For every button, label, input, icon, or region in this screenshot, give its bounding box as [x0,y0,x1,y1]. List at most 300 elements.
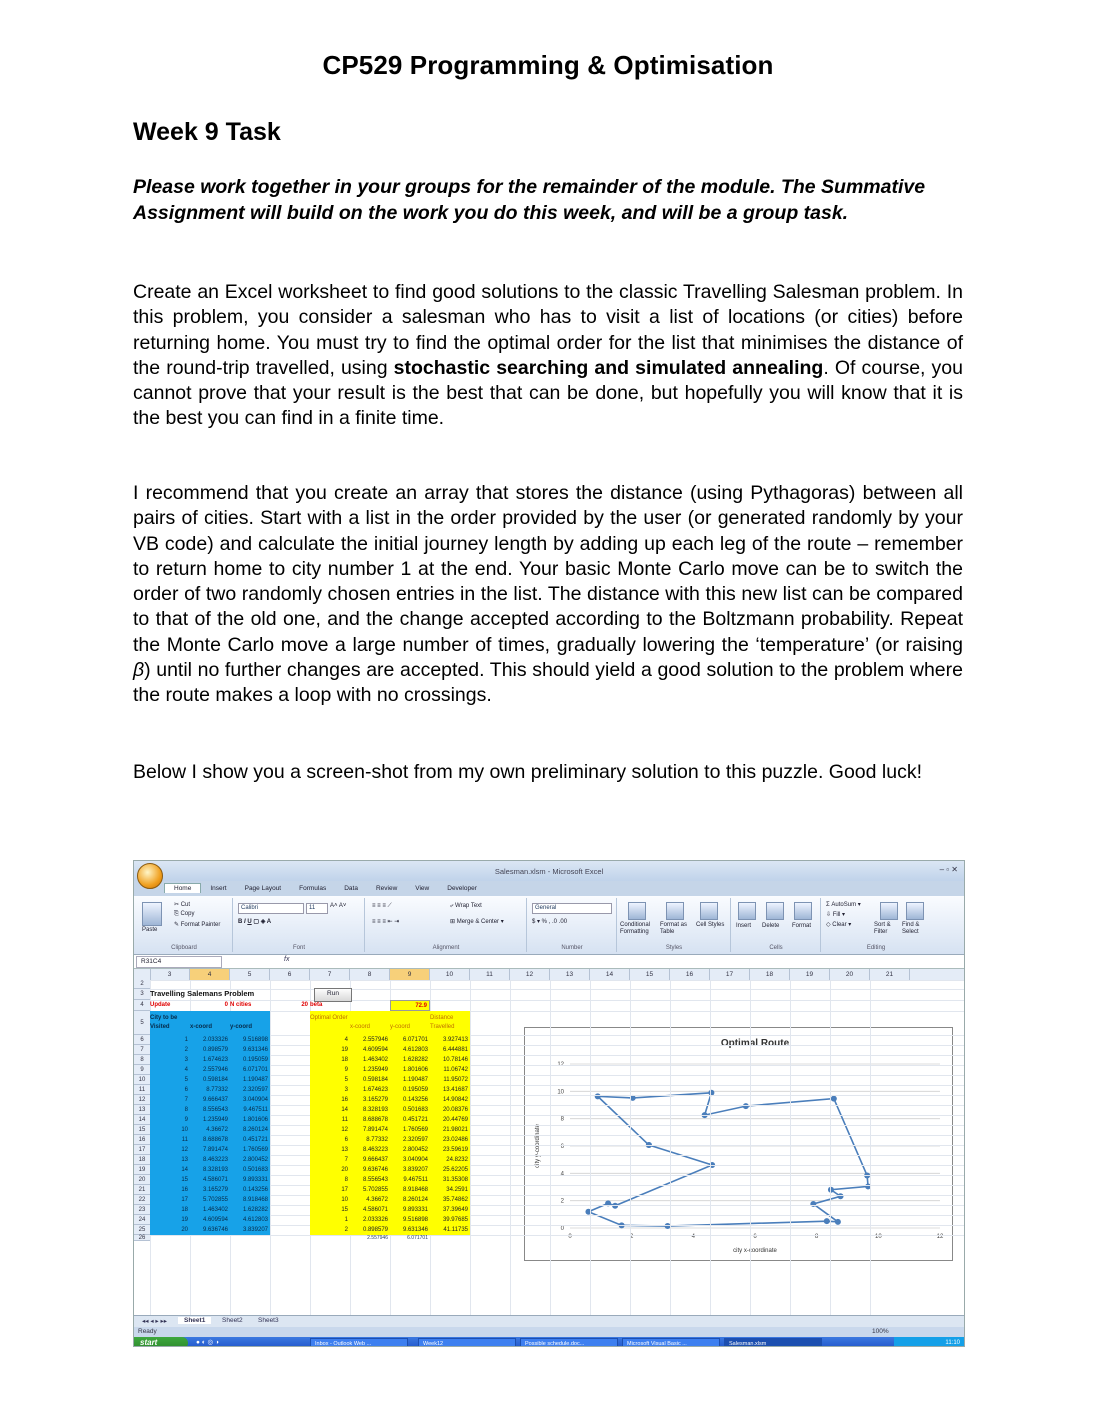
header-city[interactable]: City to be Visited [150,1011,190,1035]
insert-label[interactable]: Insert [736,923,752,929]
route-y[interactable]: 9.893331 [390,1205,430,1215]
y-tick-label: 8 [560,1116,564,1123]
city-x[interactable]: 5.702855 [190,1195,230,1205]
city-x[interactable]: 2.033326 [190,1035,230,1045]
route-return-y[interactable]: 6.071701 [407,1235,428,1241]
city-number[interactable]: 19 [150,1215,190,1225]
conditional-formatting-label[interactable]: Conditional Formatting [620,922,651,935]
city-y[interactable]: 0.451721 [230,1135,270,1145]
row-header[interactable]: 17 [134,1145,151,1155]
column-header[interactable]: 17 [710,969,750,980]
city-number[interactable]: 2 [150,1045,190,1055]
gridline [870,980,871,1315]
beta-symbol: β [133,659,145,682]
status-bar [134,1327,964,1337]
conditional-formatting-icon[interactable] [628,902,646,920]
route-order[interactable]: 5 [310,1075,350,1085]
route-order[interactable]: 11 [310,1115,350,1125]
update-label[interactable]: Update [150,1002,171,1008]
header-x-coord[interactable]: x-coord [190,1011,230,1035]
route-distance[interactable]: 10.78146 [430,1055,470,1065]
column-header[interactable]: 9 [390,969,430,980]
ribbon [134,896,964,955]
editing-label: Editing [866,945,886,951]
taskbar-item[interactable]: Week12 [418,1338,516,1347]
sheet-title[interactable]: Travelling Salemans Problem [150,989,255,998]
route-order[interactable]: 8 [310,1175,350,1185]
city-number[interactable]: 13 [150,1155,190,1165]
column-header[interactable]: 20 [830,969,870,980]
formula-bar [134,955,964,969]
route-y[interactable]: 3.839207 [390,1165,430,1175]
route-order[interactable]: 15 [310,1205,350,1215]
tab-home[interactable]: Home [164,883,201,893]
route-x[interactable]: 9.666437 [350,1155,390,1165]
city-number[interactable]: 15 [150,1175,190,1185]
beta-label[interactable]: beta [310,1002,323,1008]
cell-styles-icon[interactable] [700,902,718,920]
city-y[interactable]: 9.893331 [230,1175,270,1185]
column-header[interactable]: 12 [510,969,550,980]
update-value[interactable]: 0 [224,1002,228,1008]
ncities-label[interactable]: N cities [230,1002,252,1008]
route-distance[interactable]: 21.98021 [430,1125,470,1135]
office-button-icon[interactable] [137,863,163,889]
format-table-icon[interactable] [666,902,684,920]
route-distance[interactable]: 41.11735 [430,1225,470,1235]
city-y[interactable]: 1.760569 [230,1145,270,1155]
city-y[interactable]: 9.467511 [230,1105,270,1115]
gridline [150,1175,964,1176]
city-number[interactable]: 20 [150,1225,190,1235]
city-x[interactable]: 4.36672 [190,1125,230,1135]
header-optimal-order[interactable]: Optimal Order [310,1011,350,1035]
number-format-select[interactable]: General [532,903,612,914]
copy-button[interactable]: ⎘ Copy [174,911,195,917]
route-order[interactable]: 14 [310,1105,350,1115]
route-y[interactable]: 1.801606 [390,1065,430,1075]
route-x[interactable]: 1.674623 [350,1085,390,1095]
paragraph-3: Below I show you a screen-shot from my own preliminary solution to this puzzle. Good luck! [133,761,923,783]
city-y[interactable]: 6.071701 [230,1065,270,1075]
route-point [743,1103,749,1109]
bold-button[interactable]: B I U ▢ ◈ A [238,919,272,925]
route-distance[interactable]: 35.74862 [430,1195,470,1205]
route-x[interactable]: 3.165279 [350,1095,390,1105]
row-header[interactable]: 26 [134,1235,151,1241]
gridline [150,1225,964,1226]
route-y[interactable]: 0.451721 [390,1115,430,1125]
row-header[interactable]: 11 [134,1085,151,1095]
city-number[interactable]: 9 [150,1115,190,1125]
city-y[interactable]: 8.260124 [230,1125,270,1135]
route-y[interactable]: 1.628282 [390,1055,430,1065]
gridline [150,1165,964,1166]
route-order[interactable]: 17 [310,1185,350,1195]
city-x[interactable]: 8.688678 [190,1135,230,1145]
route-order[interactable]: 20 [310,1165,350,1175]
route-y[interactable]: 0.501683 [390,1105,430,1115]
route-order[interactable]: 16 [310,1095,350,1105]
font-label: Font [292,945,305,951]
tab-review[interactable]: Review [375,885,398,892]
city-number[interactable]: 12 [150,1145,190,1155]
zoom-level[interactable]: 100% [872,1328,889,1335]
status-text: Ready [138,1328,157,1335]
route-x[interactable]: 4.36672 [350,1195,390,1205]
route-y[interactable]: 9.516898 [390,1215,430,1225]
route-distance[interactable]: 34.2591 [430,1185,470,1195]
city-x[interactable]: 4.586071 [190,1175,230,1185]
column-header[interactable]: 11 [470,969,510,980]
route-x[interactable]: 0.598184 [350,1075,390,1085]
city-x[interactable]: 4.609594 [190,1215,230,1225]
font-size-select[interactable]: 11 [306,903,328,914]
taskbar-item[interactable]: Inbox - Outlook Web ... [310,1338,408,1347]
gridline [150,1185,964,1186]
route-x[interactable]: 7.891474 [350,1125,390,1135]
row-header[interactable]: 18 [134,1155,151,1165]
taskbar-clock: 11:10 [894,1337,964,1347]
city-x[interactable]: 3.165279 [190,1185,230,1195]
merge-center-button[interactable]: ⊞ Merge & Center ▾ [450,919,504,925]
gridline [590,980,591,1315]
route-distance[interactable]: 13.41687 [430,1085,470,1095]
header-route-y[interactable]: y-coord [390,1011,430,1035]
name-box[interactable]: R31C4 [136,956,222,968]
route-distance[interactable]: 11.95072 [430,1075,470,1085]
run-button[interactable]: Run [314,988,352,1002]
row-header[interactable]: 2 [134,980,151,989]
column-header[interactable]: 21 [870,969,910,980]
route-order[interactable]: 12 [310,1125,350,1135]
taskbar-item[interactable]: Possible schedule.doc... [520,1338,618,1347]
city-number[interactable]: 16 [150,1185,190,1195]
city-x[interactable]: 8.556543 [190,1105,230,1115]
route-y[interactable]: 6.071701 [390,1035,430,1045]
route-distance[interactable]: 3.927413 [430,1035,470,1045]
row-header[interactable]: 22 [134,1195,151,1205]
tab-page-layout[interactable]: Page Layout [244,885,282,892]
city-y[interactable]: 2.320597 [230,1085,270,1095]
taskbar-item[interactable]: Salesman.xlsm [724,1338,822,1347]
row-header[interactable]: 19 [134,1165,151,1175]
route-x[interactable]: 2.557946 [350,1035,390,1045]
column-header[interactable]: 19 [790,969,830,980]
route-order[interactable]: 19 [310,1045,350,1055]
city-x[interactable]: 8.463223 [190,1155,230,1165]
beta-value[interactable]: 72.9 [390,1000,430,1011]
excel-screenshot [133,860,965,1347]
route-order[interactable]: 1 [310,1215,350,1225]
gridline [150,1085,964,1086]
sheet-nav-buttons[interactable]: ◂◂ ◂ ▸ ▸▸ [142,1318,167,1325]
route-x[interactable]: 1.463402 [350,1055,390,1065]
delete-label[interactable]: Delete [762,923,780,929]
route-order[interactable]: 9 [310,1065,350,1075]
y-tick-label: 6 [560,1144,564,1150]
city-x[interactable]: 9.666437 [190,1095,230,1105]
sheet-tab-2[interactable]: Sheet2 [222,1317,243,1324]
route-y[interactable]: 2.800452 [390,1145,430,1155]
city-number[interactable]: 1 [150,1035,190,1045]
route-x[interactable]: 4.586071 [350,1205,390,1215]
city-y[interactable]: 9.631346 [230,1045,270,1055]
city-y[interactable]: 4.612803 [230,1215,270,1225]
route-y[interactable]: 9.631346 [390,1225,430,1235]
route-x[interactable]: 8.688678 [350,1115,390,1125]
sheet-tab-1[interactable]: Sheet1 [178,1317,211,1324]
city-x[interactable]: 0.598184 [190,1075,230,1085]
row-header[interactable]: 7 [134,1045,151,1055]
quick-launch-icons[interactable]: ● ◐ ◎ ◑ [196,1339,219,1346]
find-select-label[interactable]: Find & Select [902,922,920,935]
cut-button[interactable]: ✂ Cut [174,902,191,908]
align-buttons[interactable]: ≡ ≡ ≡ ⟋ [372,903,392,909]
city-y[interactable]: 0.501683 [230,1165,270,1175]
tab-insert[interactable]: Insert [210,885,227,892]
gridline [150,1011,964,1012]
route-distance[interactable]: 25.62205 [430,1165,470,1175]
city-y[interactable]: 3.839207 [230,1225,270,1235]
route-distance[interactable]: 39.97685 [430,1215,470,1225]
gridline [150,1045,964,1046]
worksheet-grid[interactable] [134,980,964,1315]
route-distance[interactable]: 31.35308 [430,1175,470,1185]
city-number[interactable]: 4 [150,1065,190,1075]
city-x[interactable]: 9.636746 [190,1225,230,1235]
find-select-icon[interactable] [906,902,924,920]
row-header[interactable]: 5 [134,1011,151,1035]
tab-formulas[interactable]: Formulas [299,885,327,892]
route-distance[interactable]: 37.39649 [430,1205,470,1215]
column-header[interactable]: 10 [430,969,470,980]
autosum-button[interactable]: Σ AutoSum ▾ [826,902,861,908]
cell-styles-label[interactable]: Cell Styles [696,922,725,928]
city-x[interactable]: 2.557946 [190,1065,230,1075]
route-distance[interactable]: 20.44769 [430,1115,470,1125]
format-painter-button[interactable]: ✎ Format Painter [174,922,221,928]
city-x[interactable]: 1.463402 [190,1205,230,1215]
city-y[interactable]: 8.918468 [230,1195,270,1205]
x-tick-label: 8 [814,1234,819,1240]
gridline [150,980,964,981]
gridline [150,1075,964,1076]
fill-button[interactable]: ⇩ Fill ▾ [826,912,846,918]
city-number[interactable]: 7 [150,1095,190,1105]
route-y[interactable]: 1.760569 [390,1125,430,1135]
route-y[interactable]: 1.190487 [390,1075,430,1085]
route-x[interactable]: 8.328193 [350,1105,390,1115]
gridline [830,980,831,1315]
delete-cells-icon[interactable] [766,902,784,920]
sort-filter-icon[interactable] [880,902,898,920]
city-y[interactable]: 2.800452 [230,1155,270,1165]
row-header[interactable]: 14 [134,1115,151,1125]
gridline [470,980,471,1315]
city-number[interactable]: 3 [150,1055,190,1065]
sheet-tab-3[interactable]: Sheet3 [258,1317,279,1324]
city-number[interactable]: 18 [150,1205,190,1215]
font-group [234,898,365,952]
styles-label: Styles [665,945,683,951]
row-header[interactable]: 20 [134,1175,151,1185]
row-header[interactable]: 21 [134,1185,151,1195]
grow-font-button[interactable]: A˄ A˅ [330,903,347,909]
column-header[interactable]: 13 [550,969,590,980]
row-header[interactable]: 13 [134,1105,151,1115]
row-header[interactable]: 23 [134,1205,151,1215]
column-header[interactable]: 16 [670,969,710,980]
gridline [150,1065,964,1066]
ncities-value[interactable]: 20 [301,1002,308,1008]
route-x[interactable]: 4.609594 [350,1045,390,1055]
column-header[interactable]: 15 [630,969,670,980]
clear-button[interactable]: ◇ Clear ▾ [826,922,852,928]
row-header[interactable]: 4 [134,1000,151,1011]
city-x[interactable]: 1.235949 [190,1115,230,1125]
x-tick-label: 12 [936,1234,944,1240]
route-distance[interactable]: 14.90842 [430,1095,470,1105]
align-buttons-2[interactable]: ≡ ≡ ≡ ⇤ ⇥ [372,919,400,925]
route-x[interactable]: 0.898579 [350,1225,390,1235]
route-y[interactable]: 0.195059 [390,1085,430,1095]
column-header[interactable]: 5 [230,969,270,980]
font-name-select[interactable]: Calibri [238,903,304,914]
select-all-corner[interactable] [134,969,151,980]
number-label: Number [561,945,583,951]
window-buttons[interactable]: – ▫ ✕ [939,865,958,874]
fx-icon[interactable]: fx [284,956,290,963]
tab-developer[interactable]: Developer [447,885,477,892]
row-header[interactable]: 16 [134,1135,151,1145]
format-table-label[interactable]: Format as Table [660,922,688,935]
route-distance[interactable]: 23.59619 [430,1145,470,1155]
city-y[interactable]: 1.801606 [230,1115,270,1125]
paste-icon[interactable] [142,902,162,926]
route-y[interactable]: 9.467511 [390,1175,430,1185]
city-number[interactable]: 6 [150,1085,190,1095]
column-header[interactable]: 4 [190,969,230,980]
sort-filter-label[interactable]: Sort & Filter [874,922,891,935]
row-header[interactable]: 12 [134,1095,151,1105]
route-order[interactable]: 3 [310,1085,350,1095]
row-header[interactable]: 15 [134,1125,151,1135]
city-y[interactable]: 1.628282 [230,1205,270,1215]
route-y[interactable]: 4.612803 [390,1045,430,1055]
gridline [750,980,751,1315]
row-header[interactable]: 10 [134,1075,151,1085]
route-x[interactable]: 8.463223 [350,1145,390,1155]
route-distance[interactable]: 11.06742 [430,1065,470,1075]
route-distance[interactable]: 20.08376 [430,1105,470,1115]
insert-cells-icon[interactable] [738,902,756,920]
header-y-coord[interactable]: y-coord [230,1011,270,1035]
route-order[interactable]: 10 [310,1195,350,1205]
city-y[interactable]: 3.040904 [230,1095,270,1105]
x-tick-label: 10 [874,1234,882,1240]
route-distance[interactable]: 24.8232 [430,1155,470,1165]
city-x[interactable]: 8.328193 [190,1165,230,1175]
city-x[interactable]: 8.77332 [190,1085,230,1095]
number-buttons[interactable]: $ ▾ % , .0 .00 [532,919,568,925]
row-header[interactable]: 3 [134,989,151,1000]
city-number[interactable]: 11 [150,1135,190,1145]
wrap-text-button[interactable]: ⤶ Wrap Text [450,903,482,909]
column-header[interactable]: 14 [590,969,630,980]
paste-label[interactable]: Paste [142,927,158,933]
route-y[interactable]: 3.040904 [390,1155,430,1165]
column-header[interactable]: 8 [350,969,390,980]
city-number[interactable]: 8 [150,1105,190,1115]
tab-data[interactable]: Data [344,885,358,892]
header-route-x[interactable]: x-coord [350,1011,390,1035]
route-x[interactable]: 5.702855 [350,1185,390,1195]
row-header[interactable]: 24 [134,1215,151,1225]
city-y[interactable]: 0.143256 [230,1185,270,1195]
route-order[interactable]: 13 [310,1145,350,1155]
format-cells-icon[interactable] [794,902,812,920]
city-number[interactable]: 17 [150,1195,190,1205]
city-x[interactable]: 0.898579 [190,1045,230,1055]
route-x[interactable]: 1.235949 [350,1065,390,1075]
city-number[interactable]: 14 [150,1165,190,1175]
gridline [150,1055,964,1056]
header-distance[interactable]: Distance Travelled [430,1011,470,1035]
city-y[interactable]: 9.516898 [230,1035,270,1045]
windows-taskbar [134,1337,964,1347]
start-button[interactable]: start [134,1337,188,1347]
route-order[interactable]: 18 [310,1055,350,1065]
route-order[interactable]: 6 [310,1135,350,1145]
row-header[interactable]: 8 [134,1055,151,1065]
route-y[interactable]: 2.320597 [390,1135,430,1145]
column-header[interactable]: 3 [150,969,190,980]
row-header[interactable]: 6 [134,1035,151,1045]
route-distance[interactable]: 6.444881 [430,1045,470,1055]
tab-view[interactable]: View [415,885,430,892]
route-y[interactable]: 0.143256 [390,1095,430,1105]
route-x[interactable]: 8.77332 [350,1135,390,1145]
route-y[interactable]: 8.260124 [390,1195,430,1205]
route-x[interactable]: 2.033326 [350,1215,390,1225]
document-title: CP529 Programming & Optimisation [322,50,774,80]
city-x[interactable]: 1.674623 [190,1055,230,1065]
route-order[interactable]: 4 [310,1035,350,1045]
route-distance[interactable]: 23.02486 [430,1135,470,1145]
route-y[interactable]: 8.918468 [390,1185,430,1195]
city-number[interactable]: 10 [150,1125,190,1135]
row-header[interactable]: 25 [134,1225,151,1235]
route-x[interactable]: 8.556543 [350,1175,390,1185]
city-y[interactable]: 0.195059 [230,1055,270,1065]
city-y[interactable]: 1.190487 [230,1075,270,1085]
column-header[interactable]: 6 [270,969,310,980]
taskbar-item[interactable]: Microsoft Visual Basic ... [622,1338,720,1347]
column-header[interactable]: 7 [310,969,350,980]
route-return-x[interactable]: 2.557946 [367,1235,388,1241]
route-x[interactable]: 9.636746 [350,1165,390,1175]
format-label[interactable]: Format [792,923,812,929]
route-order[interactable]: 2 [310,1225,350,1235]
city-number[interactable]: 5 [150,1075,190,1085]
route-order[interactable]: 7 [310,1155,350,1165]
column-header[interactable]: 18 [750,969,790,980]
row-header[interactable]: 9 [134,1065,151,1075]
y-tick-label: 2 [560,1198,564,1205]
route-point [810,1201,816,1207]
city-x[interactable]: 7.891474 [190,1145,230,1155]
